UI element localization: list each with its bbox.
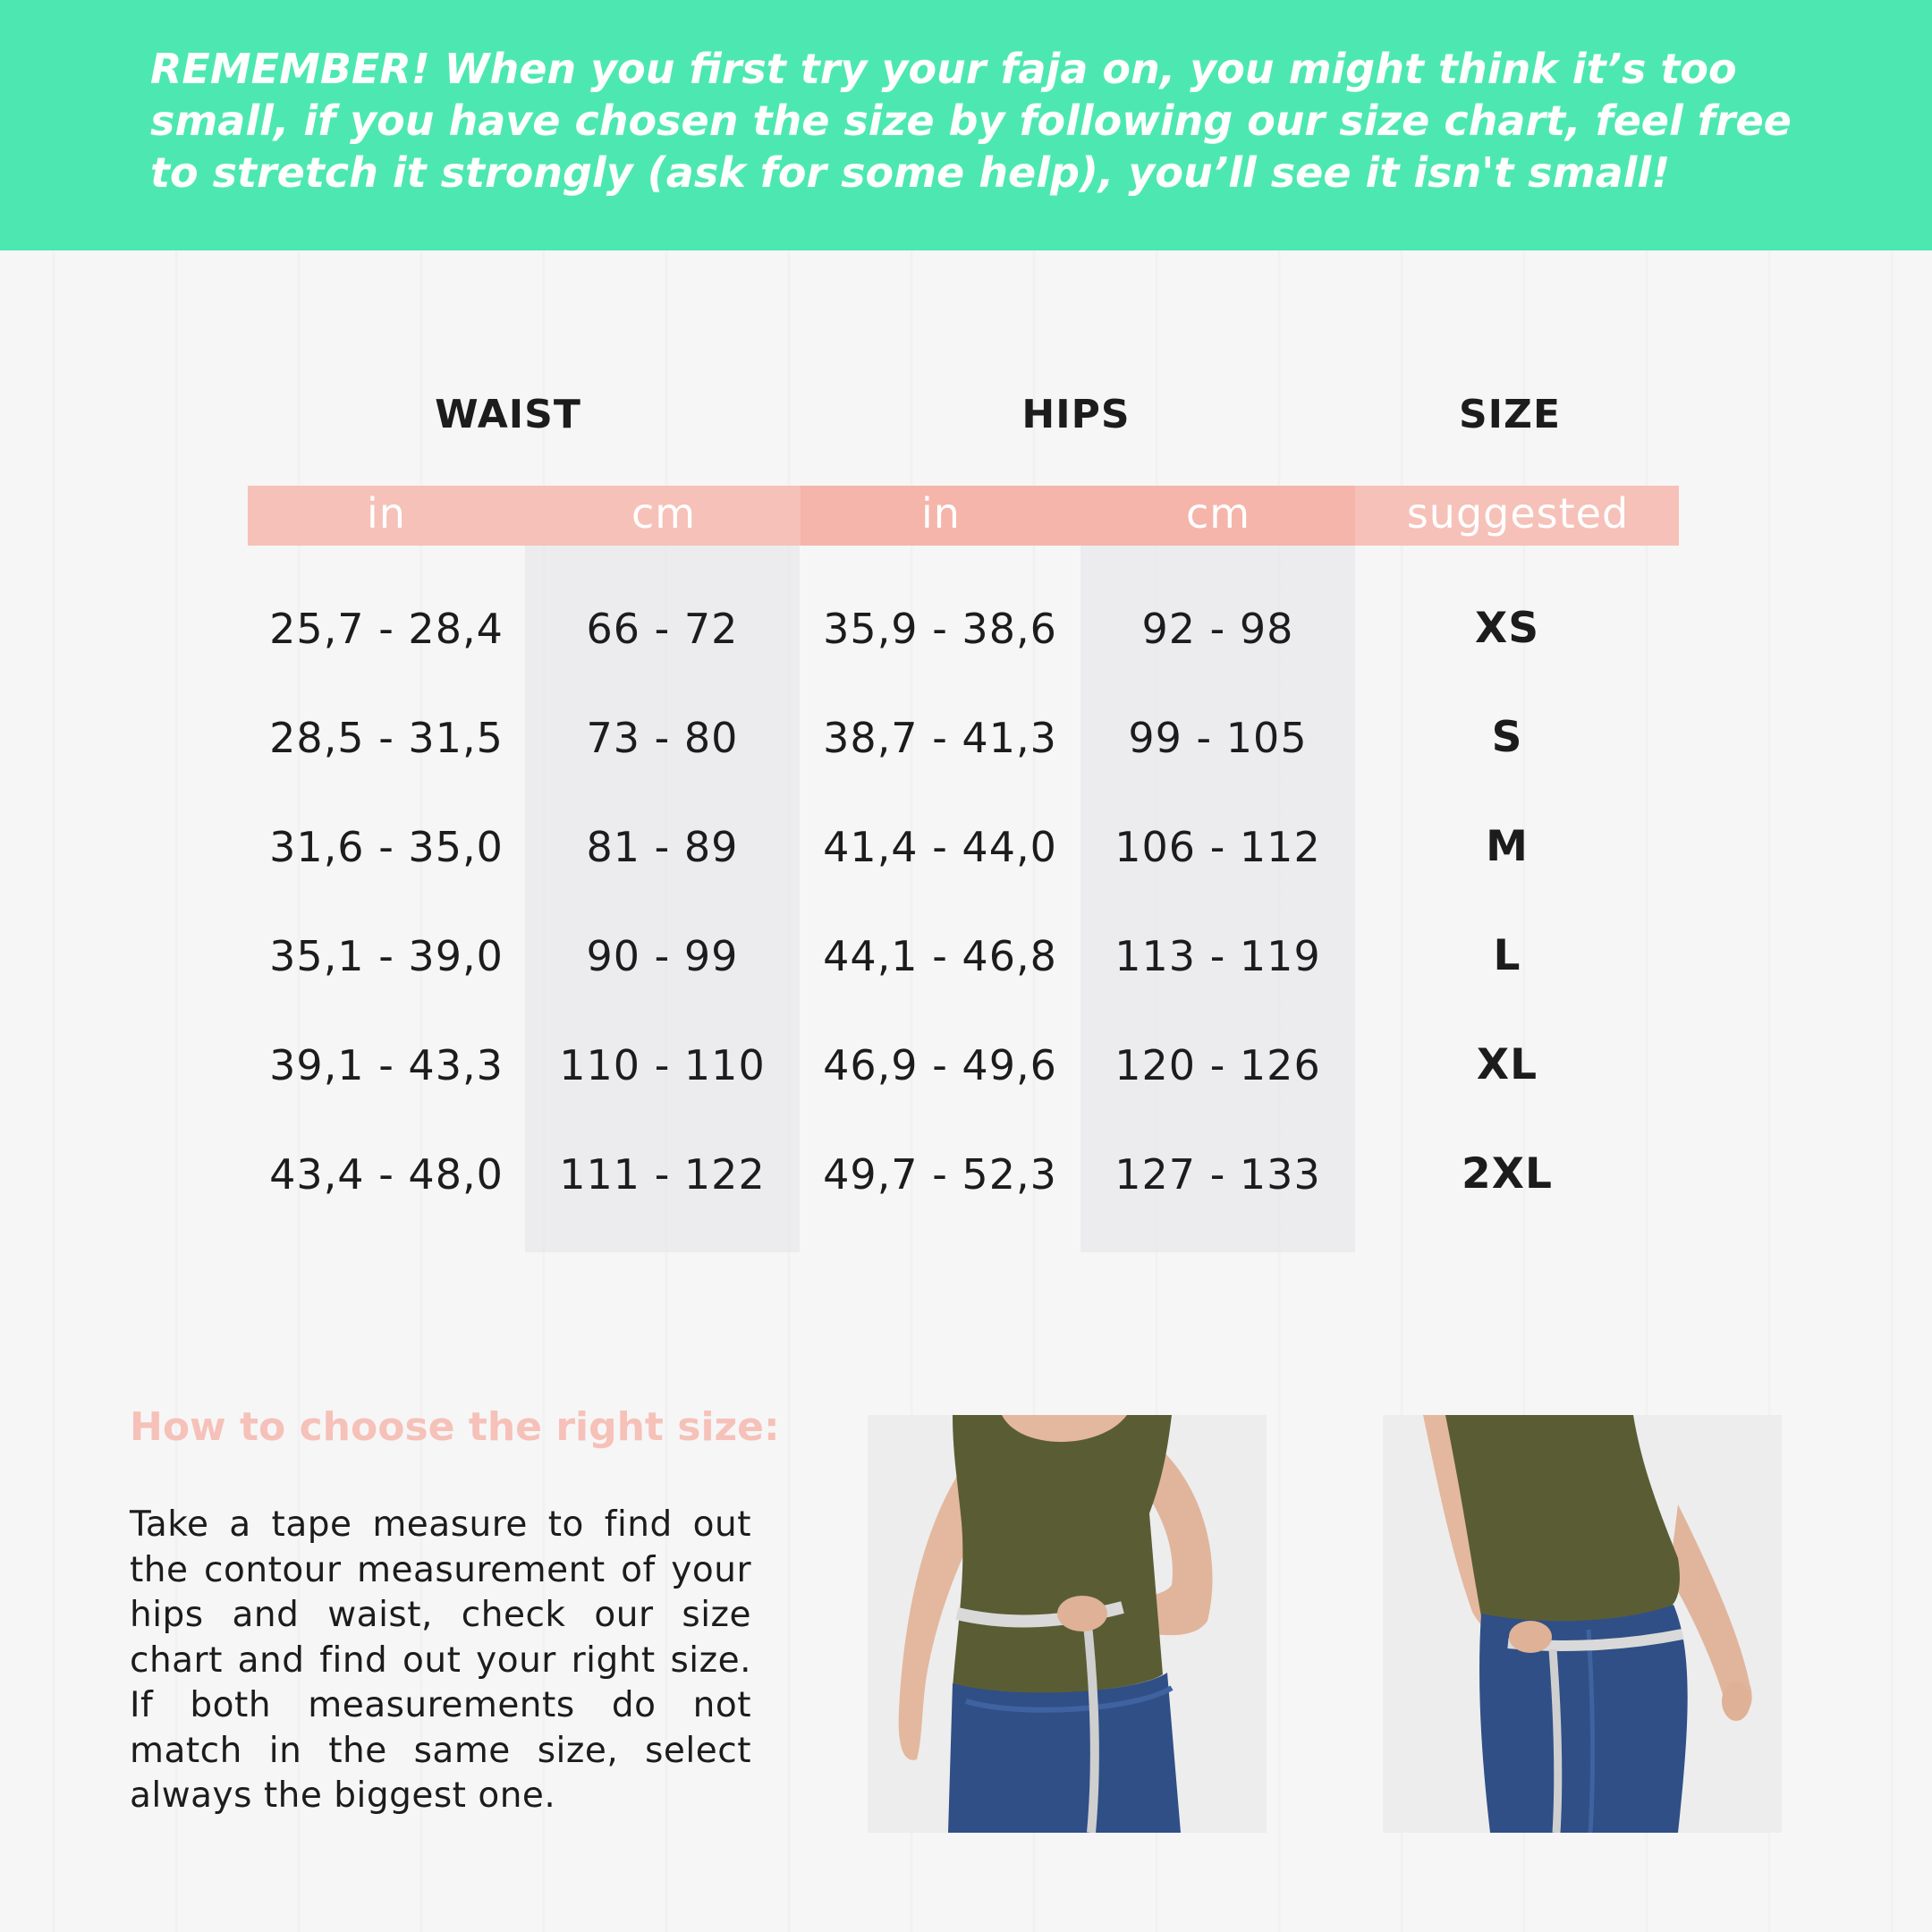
cell-hips-cm: 99 - 105 — [1128, 714, 1308, 762]
cell-hips-cm: 106 - 112 — [1114, 823, 1321, 871]
cell-hips-in: 46,9 - 49,6 — [823, 1041, 1057, 1089]
cell-size: L — [1493, 931, 1521, 980]
cell-size: M — [1486, 822, 1529, 871]
cell-waist-in: 39,1 - 43,3 — [269, 1041, 504, 1089]
reminder-lead: REMEMBER! — [150, 45, 430, 93]
cell-hips-in: 44,1 - 46,8 — [823, 932, 1057, 980]
reminder-body: When you first try your faja on, you might think it’s too small, if you have chosen the size by following our size chart, feel free to stretch it strongly (ask for some help), you’ll see it isn't small! — [150, 45, 1792, 197]
cell-waist-cm: 66 - 72 — [586, 605, 739, 653]
unit-waist-in: in — [367, 489, 406, 538]
cell-hips-cm: 92 - 98 — [1141, 605, 1294, 653]
cell-size: S — [1491, 713, 1523, 762]
unit-waist-cm: cm — [631, 489, 697, 538]
cell-hips-in: 35,9 - 38,6 — [823, 605, 1057, 653]
unit-hips-in: in — [921, 489, 961, 538]
unit-hips-cm: cm — [1185, 489, 1251, 538]
unit-size-suggested: suggested — [1406, 489, 1630, 538]
cell-waist-cm: 81 - 89 — [586, 823, 739, 871]
cell-waist-cm: 111 - 122 — [559, 1150, 766, 1199]
cell-hips-cm: 127 - 133 — [1114, 1150, 1321, 1199]
reminder-text — [150, 43, 1814, 199]
cell-hips-in: 49,7 - 52,3 — [823, 1150, 1057, 1199]
howto-text: Take a tape measure to find out the contour measurement of your hips and waist, check our size chart and find out your right size. If both measurements do not match in the same size, select always the biggest one. — [130, 1504, 751, 1816]
cell-waist-in: 31,6 - 35,0 — [269, 823, 504, 871]
cell-waist-in: 35,1 - 39,0 — [269, 932, 504, 980]
units-bar — [248, 486, 1679, 546]
cell-waist-cm: 90 - 99 — [586, 932, 739, 980]
photo-waist-measurement — [868, 1415, 1267, 1833]
photo-hips-measurement — [1383, 1415, 1782, 1833]
waist-header: WAIST — [435, 392, 581, 437]
hips-measure-illustration — [1383, 1415, 1782, 1833]
howto-title: How to choose the right size: — [130, 1404, 780, 1450]
cell-hips-in: 41,4 - 44,0 — [823, 823, 1057, 871]
cell-size: 2XL — [1462, 1149, 1553, 1199]
cell-size: XL — [1476, 1040, 1538, 1089]
cell-waist-cm: 73 - 80 — [586, 714, 739, 762]
cell-waist-in: 28,5 - 31,5 — [269, 714, 504, 762]
cell-size: XS — [1474, 604, 1540, 653]
cell-hips-in: 38,7 - 41,3 — [823, 714, 1057, 762]
cell-waist-cm: 110 - 110 — [559, 1041, 766, 1089]
hips-header: HIPS — [1021, 392, 1131, 437]
cell-waist-in: 25,7 - 28,4 — [269, 605, 504, 653]
cell-waist-in: 43,4 - 48,0 — [269, 1150, 504, 1199]
size-header: SIZE — [1458, 392, 1562, 437]
cell-hips-cm: 113 - 119 — [1114, 932, 1321, 980]
cell-hips-cm: 120 - 126 — [1114, 1041, 1321, 1089]
reminder-banner — [0, 0, 1932, 250]
waist-measure-illustration — [868, 1415, 1267, 1833]
